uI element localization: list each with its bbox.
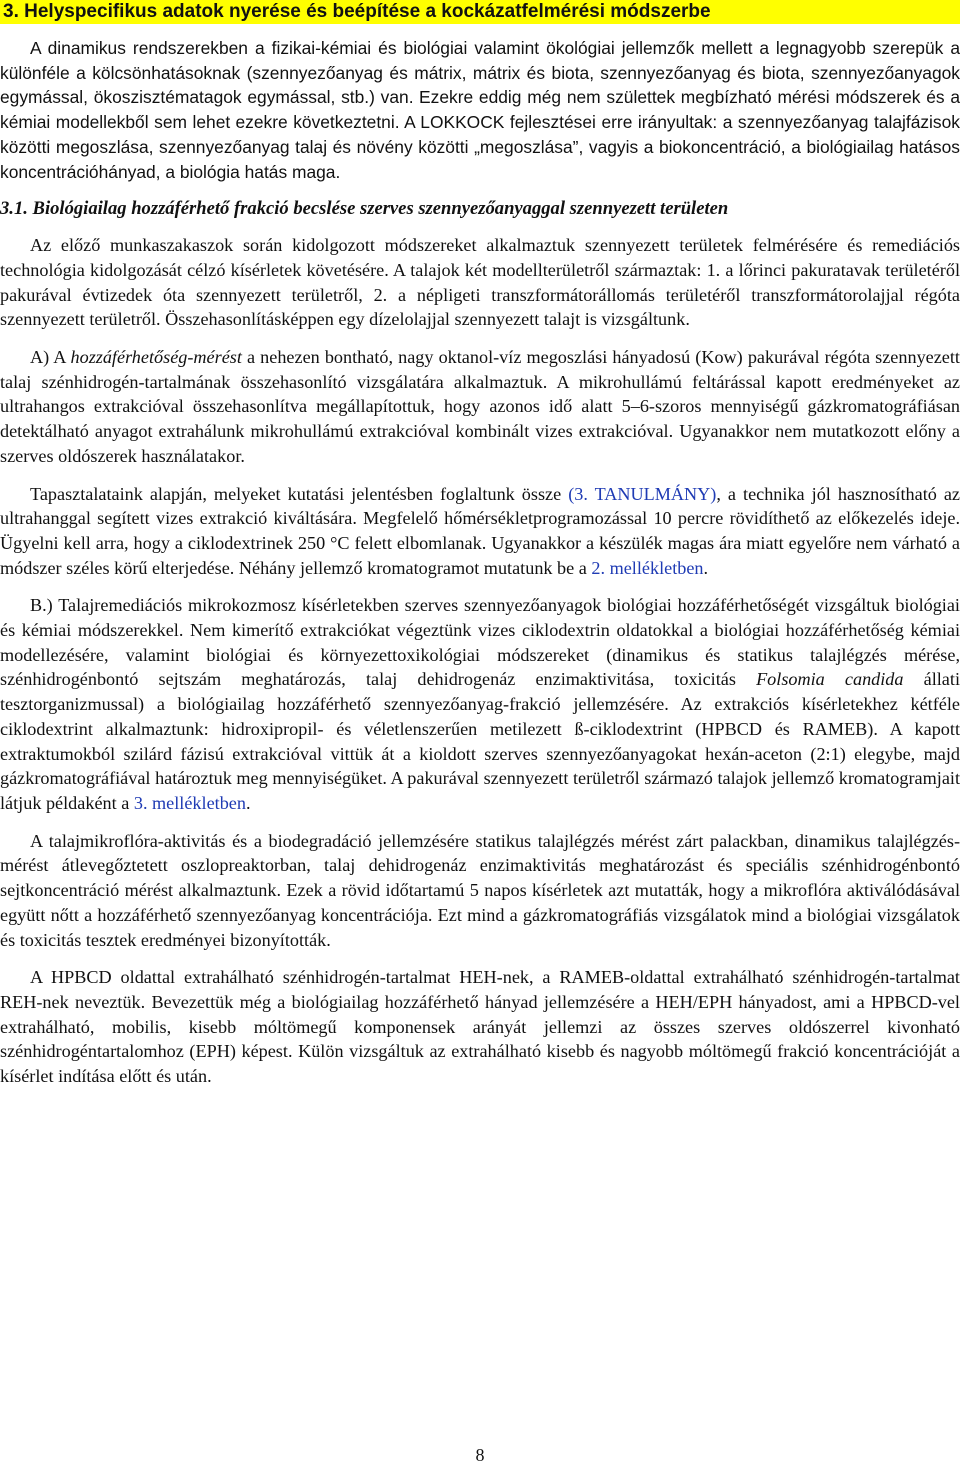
paragraph-text: Tapasztalataink alapján, melyeket kutatási jelentésben foglaltunk össze [30, 483, 569, 504]
study-link[interactable]: (3. TANULMÁNY) [568, 483, 717, 504]
body-text [0, 36, 960, 1089]
paragraph [0, 345, 960, 469]
appendix-3-link[interactable]: 3. mellékletben [133, 792, 246, 813]
paragraph-text: a nehezen bontható, nagy oktanol-víz megoszlási hányadosú (Kow) pakurával régóta szennyezett talaj szénhidrogén-tartalmának összehasonlító vizsgálatára alkalmaztuk. A mikrohullámú feltárással kapott eredményeket az ultrahangos extrakcióval összehasonlítva megállapítottuk, hogy azonos idő alatt 5–6-szoros mennyiségű gázkromatográfiásan detektálható anyagot extrahálunk mikrohullámú extrakcióval kombinált vizes extrakcióval. Ugyanakkor nem mutatkozott előny a szerves oldószerek használatakor. [0, 347, 960, 466]
paragraph: A HPBCD oldattal extrahálható szénhidrogén-tartalmat HEH-nek, a RAMEB-oldattal extrahálható szénhidrogén-tartalmat REH-nek neveztük. Bevezettük még a biológiailag hozzáférhető hányad jellemzésére a HEH/EPH hányadost, ami a HPBCD-vel extrahálható, mobilis, kisebb móltömegű komponensek arányát jellemzi az összes szerves oldószerrel kivonható szénhidrogéntartalomhoz (EPH) képest. Külön vizsgáltuk az extrahálható kisebb és nagyobb móltömegű frakció koncentrációját a kísérlet indítása előtt és után. [0, 967, 960, 1087]
paragraph: A talajmikroflóra-aktivitás és a biodegradáció jellemzésére statikus talajlégzés mérést zárt palackban, dinamikus talajlégzés-mérést átlevegőztetett oszlopreaktorban, talaj dehidrogenáz enzimaktivitás meghatározást és speciális szénhidrogénbontó sejtkoncentráció mérést alkalmaztunk. Ezek a rövid időtartamú 5 napos kísérletek azt mutatták, hogy a mikroflóra aktiválódásával együtt nőtt a hozzáférhető szennyezőanyag koncentrációja. Ezt mind a gázkromatográfiás vizsgálatok mind a biológiai vizsgálatok és toxicitás tesztek eredményei bizonyították. [0, 830, 960, 950]
paragraph-text: . [703, 557, 709, 578]
paragraph [0, 593, 960, 815]
paragraph-text: . [245, 792, 251, 813]
intro-line: szennyezőanyag és biota, szennyezőanyagok egymással, ökoszisztématagok egymással, stb.) van. [0, 62, 960, 108]
emphasis-text: hozzáférhetőség-mérést [70, 347, 242, 368]
emphasis-text: Folsomia candida [756, 669, 904, 690]
paragraph: Az előző munkaszakaszok során kidolgozott módszereket alkalmaztuk szennyezett területek felmérésére és remediációs technológia kidolgozását célzó kísérletek követésére. A talajok két modellterületről származtak: 1. a lőrinci pakuratavak területéről pakurával évtizedek óta szennyezett területről, 2. a népligeti transzformátorállomás területéről transzformátorolajjal régóta szennyezett területről. Összehasonlításképpen egy dízelolajjal szennyezett talajt is vizsgáltunk. [0, 235, 960, 330]
intro-line: Ezekre eddig még nem születtek megbízható mérési módszerek és a kémiai modellekből sem lehet [0, 87, 960, 133]
paragraph-text: állati tesztorganizmussal) a biológiailag hozzáférhető szennyezőanyag-frakció jellemzésére. Az extrakciós kísérletekhez kétféle ciklodextrint alkalmaztunk: hidroxipropil- és véletlenszerűen metilezett ß-ciklodextrint (HPBCD és RAMEB). A kapott extraktumokból szilárd fázisú extrakcióval vittük át a kioldott szerves szennyezőanyagokat hexán-aceton (2:1) elegybe, majd gázkromatográfiával határoztuk meg mennyiségüket. A pakurával szennyezett területről származó talajok jellemző kromatogramjait látjuk példaként a [0, 669, 960, 813]
intro-line: legnagyobb szerepük a különféle a kölcsönhatásoknak (szennyezőanyag és mátrix, mátrix és biota, [0, 38, 960, 83]
intro-paragraph [0, 36, 960, 184]
intro-rest: ezekre következtetni. A LOKKOCK fejlesztései erre irányultak: a szennyezőanyag talajfázisok közötti megoszlása, szennyezőanyag talaj és növény közötti „megoszlása”, vagyis a biokoncentráció, a biológiailag hatásos koncentrációhányad, a biológia hatás maga. [0, 112, 960, 182]
section-title: 3.1. Biológiailag hozzáférhető frakció becslése szerves szennyezőanyaggal szennyezett területen [0, 198, 729, 220]
paragraph-text: A) A [30, 347, 71, 368]
paragraph-text: B.) Talajremediációs mikrokozmosz kísérletekben szerves szennyezőanyagok biológiai hozzáférhetőségét vizsgáltuk biológiai és kémiai módszerekkel. Nem kimerítő extrakciókat végeztünk vizes ciklodextrin oldatokkal a biológiai hozzáférhetőség kémiai modellezésére, valamint biológiai és környezettoxikológiai módszereket (dinamikus és statikus talajlégzés mérése, szénhidrogénbontó sejtszám meghatározás, talaj dehidrogenáz enzimaktivitása, toxicitás [0, 595, 960, 690]
paragraph-text: , a technika jól hasznosítható az ultrahanggal segített vizes extrakció kiváltására. Megfelelő hőmérsékletprogramozással 10 percre rövidíthető az előkezelés ideje. Ügyelni kell arra, hogy a ciklodextrinek 250 °C felett elbomlanak. Ugyanakkor a készülék magas ára miatt egyelőre nem várható a módszer széles körű elterjedése. Néhány jellemző kromatogramot mutatunk be a [0, 483, 960, 578]
appendix-2-link[interactable]: 2. mellékletben [591, 557, 704, 578]
page-number: 8 [475, 1445, 485, 1465]
intro-line: A dinamikus rendszerekben a fizikai-kémiai és biológiai valamint ökológiai jellemzők mellett a [30, 38, 770, 58]
paragraph [0, 482, 960, 581]
chapter-heading: 3. Helyspecifikus adatok nyerése és beépítése a kockázatfelmérési módszerbe [0, 0, 960, 24]
